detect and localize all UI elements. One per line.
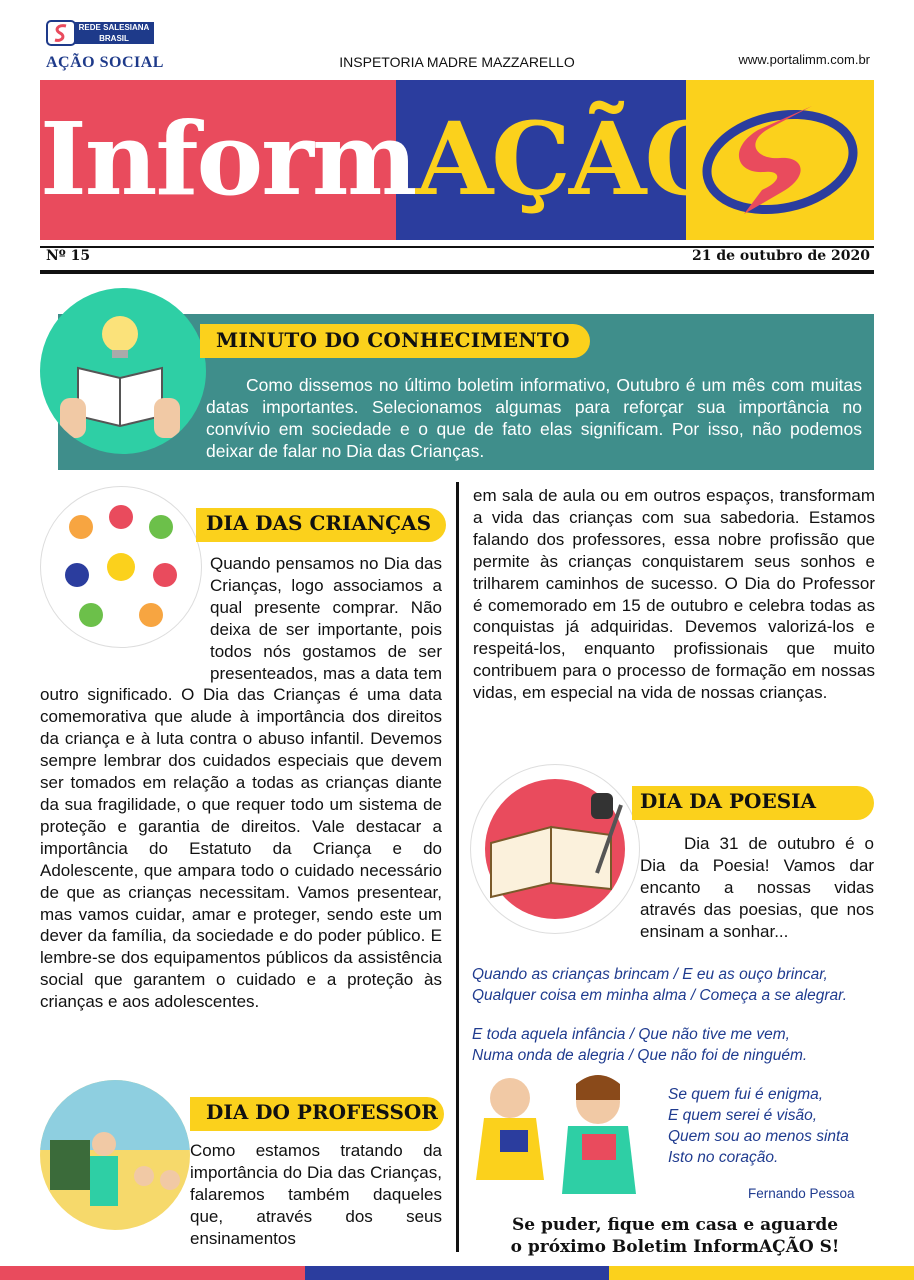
salesian-logo-icon bbox=[46, 20, 76, 46]
poem-stanza-2: E toda aquela infância / Que não tive me vem, Numa onda de alegria / Que não foi de ninguém. bbox=[472, 1026, 808, 1064]
minuto-text: Como dissemos no último boletim informativo, Outubro é um mês com muitas datas importantes. Selecionamos algumas para reforçar sua importância no convívio em sociedade e o que de fato elas significam. Por isso, não podemos deixar de falar no Dia das Crianças. bbox=[206, 375, 862, 461]
dia-professor-continued: em sala de aula ou em outros espaços, transformam a vida das crianças com sua sabedoria. Estamos falando dos professores, essa nobre profissão que permite às crianças conquistarem seus sonhos e trilharem caminhos de sucesso. O Dia do Professor é comemorado em 15 de outubro e celebra todas as conquistas já adquiridas. Devemos valorizá-los e respeitá-los, enquanto profissionais que muito contribuem para o processo de formação em nossas vidas, em especial na vida de nossas crianças. bbox=[473, 486, 875, 703]
teacher-illustration-icon bbox=[40, 1080, 190, 1230]
book-quill-icon bbox=[470, 764, 640, 934]
issue-number: Nº 15 bbox=[46, 248, 91, 264]
inspetoria-label: INSPETORIA MADRE MAZZARELLO bbox=[339, 54, 575, 70]
kids-reading-icon bbox=[470, 1070, 660, 1200]
logo-subtitle: AÇÃO SOCIAL bbox=[46, 54, 164, 71]
closing-message: Se puder, fique em casa e aguarde o próximo Boletim InformAÇÃO S! bbox=[510, 1215, 840, 1257]
dia-professor-title: DIA DO PROFESSOR bbox=[206, 1100, 438, 1124]
dia-professor-text: Como estamos tratando da importância do Dia das Crianças, falaremos também daqueles que, através dos seus ensinamentos bbox=[190, 1141, 442, 1248]
poem-stanza-1: Quando as crianças brincam / E eu as ouço brincar, Qualquer coisa em minha alma / Começa a se alegrar. bbox=[472, 966, 848, 1004]
reading-lightbulb-icon bbox=[40, 288, 206, 454]
minuto-title: MINUTO DO CONHECIMENTO bbox=[216, 328, 570, 352]
dia-poesia-text: Dia 31 de outubro é o Dia da Poesia! Vamos dar encanto a nossas vidas através das poesias, que nos ensinam a sonhar... bbox=[640, 834, 874, 941]
logo-band: REDE SALESIANA BRASIL bbox=[74, 22, 154, 44]
dia-criancas-title: DIA DAS CRIANÇAS bbox=[206, 511, 432, 535]
s-logo-icon bbox=[700, 92, 860, 224]
issue-date: 21 de outubro de 2020 bbox=[691, 248, 870, 264]
poem-stanza-3: Se quem fui é enigma, E quem serei é visão, Quem sou ao menos sinta Isto no coração. bbox=[668, 1086, 849, 1166]
poem-author: Fernando Pessoa bbox=[748, 1186, 855, 1201]
dia-poesia-title: DIA DA POESIA bbox=[640, 789, 817, 813]
footer-color-bar bbox=[0, 1266, 914, 1280]
column-divider bbox=[456, 482, 459, 1252]
website-link[interactable]: www.portalimm.com.br bbox=[738, 52, 870, 67]
dia-criancas-text: Quando pensamos no Dia das Crianças, logo associamos a qual presente comprar. Não deixa de ser importante, pois todos nós gostamos de ser presenteados, mas a data tem outro significado. O Dia das Crianças é uma data comemorativa que alude à importância dos direitos da criança e à luta contra o abuso infantil. Devemos sempre lembrar dos cuidados especiais que devem ser tomados em relação a todas as crianças diante da sua fragilidade, o que requer todo um sistema de proteção e garantia de direitos. Vale destacar a importância do Estatuto da Criança e do Adolescente, que ampara todo o cuidado necessário de que as crianças necessitam. Vamos presentear, mas vamos cuidar, amar e proteger, sendo este um dever da família, da sociedade e do poder público. E lembre-se dos equipamentos públicos da assistência social que garantem o cuidado e a proteção às crianças e aos adolescentes. bbox=[40, 554, 442, 1012]
newsletter-title: InformAÇÃO bbox=[40, 100, 730, 218]
